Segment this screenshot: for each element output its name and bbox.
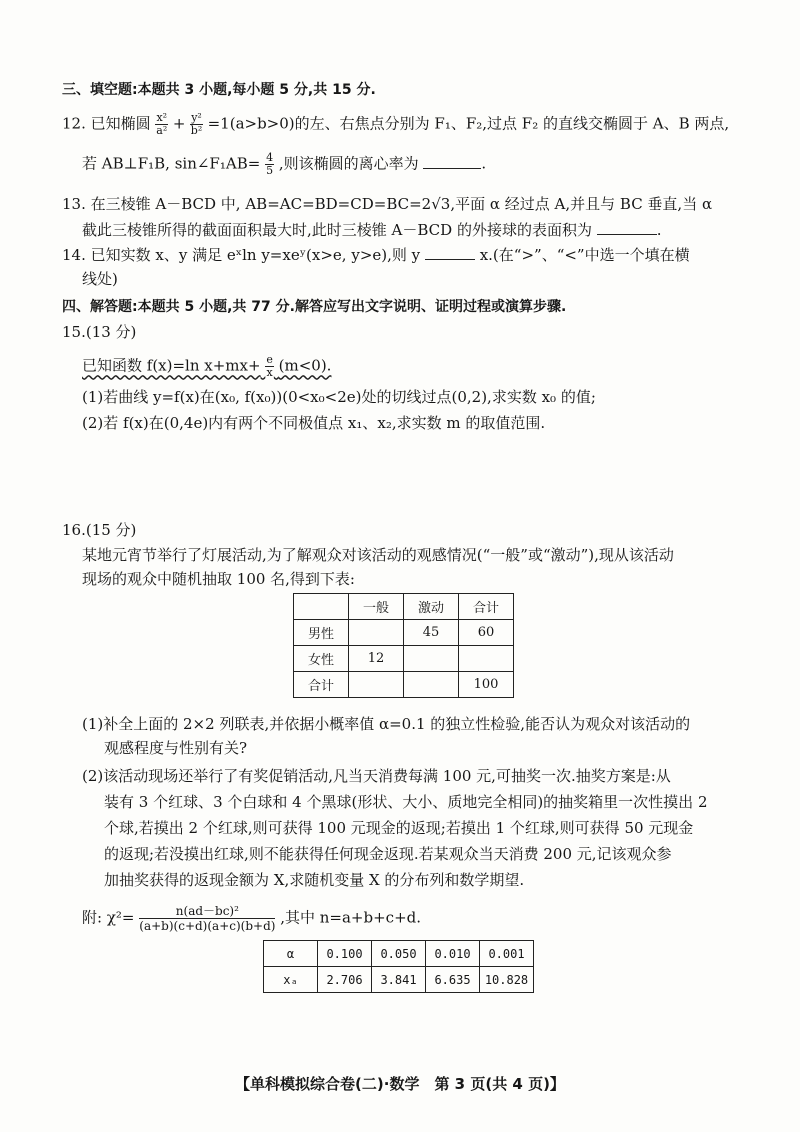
question-13-line-1: 13. 在三棱锥 A－BCD 中, AB=AC=BD=CD=BC=2√3,平面 α 经过点 A,并且与 BC 垂直,当 α: [62, 195, 713, 213]
question-15-head: 15.(13 分): [62, 323, 137, 341]
table-row: 合计 100: [294, 672, 514, 698]
question-15-part-2: (2)若 f(x)在(0,4e)内有两个不同极值点 x₁、x₂,求实数 m 的取值范围.: [82, 414, 546, 432]
answer-blank-14[interactable]: [425, 244, 475, 260]
question-16-head: 16.(15 分): [62, 521, 137, 539]
question-16-part-2-line-1: (2)该活动现场还举行了有奖促销活动,凡当天消费每满 100 元,可抽奖一次.抽奖方案是:从: [82, 767, 671, 785]
fraction-x2-a2: $\frac{\text{x²}}{\text{a²}}$: [156, 111, 168, 137]
table-row: xₐ 2.706 3.841 6.635 10.828: [264, 967, 534, 993]
answer-blank-12[interactable]: [423, 153, 481, 169]
fraction-e-x: $\frac{e}{x}$: [266, 353, 273, 379]
question-12-line-1: 12. 已知椭圆 $\frac{\text{x²}}{\text{a²}}$ + $\frac{\text{y²}}{\text{b²}}$ =1(a>b>0)的左、右焦点分别为 F₁、F₂,过点 F₂ 的直线交椭圆于 A、B 两点,: [62, 111, 730, 137]
table-row: 女性 12: [294, 646, 514, 672]
question-12-line-2: 若 AB⊥F₁B, sin∠F₁AB= $\frac{4}{5}$ ,则该椭圆的离心率为 .: [82, 151, 487, 177]
fraction-4-5: $\frac{4}{5}$: [266, 151, 274, 177]
section-3-title: 三、填空题:本题共 3 小题,每小题 5 分,共 15 分.: [62, 82, 376, 98]
question-16-intro-2: 现场的观众中随机抽取 100 名,得到下表:: [82, 570, 355, 588]
fraction-y2-b2: $\frac{\text{y²}}{\text{b²}}$: [190, 111, 203, 137]
question-16-part-2-line-5: 加抽奖获得的返现金额为 X,求随机变量 X 的分布列和数学期望.: [104, 871, 525, 889]
question-16-part-2-line-2: 装有 3 个红球、3 个白球和 4 个黑球(形状、大小、质地完全相同)的抽奖箱里一次性摸出 2: [104, 793, 708, 811]
table-header-row: 一般 激动 合计: [294, 594, 514, 620]
chi-square-fraction: $\frac{\text{n(ad－bc)²}}{(a+b)(c+d)(a+c)(b+d)}$: [139, 904, 276, 933]
question-14-line-2: 线处): [82, 270, 118, 288]
question-14-line-1: 14. 已知实数 x、y 满足 eˣln y=xeʸ(x>e, y>e),则 y x.(在“>”、“<”中选一个填在横: [62, 246, 690, 264]
chi-square-formula: 附: χ²= $\frac{\text{n(ad－bc)²}}{(a+b)(c+d)(a+c)(b+d)}$ ,其中 n=a+b+c+d.: [82, 904, 422, 933]
question-13-line-2: 截此三棱锥所得的截面面积最大时,此时三棱锥 A－BCD 的外接球的表面积为 .: [82, 221, 662, 239]
question-15-part-1: (1)若曲线 y=f(x)在(x₀, f(x₀))(0<x₀<2e)处的切线过点(0,2),求实数 x₀ 的值;: [82, 388, 596, 406]
contingency-table: [293, 593, 514, 698]
critical-value-table: [263, 940, 534, 993]
table-row: 男性 45 60: [294, 620, 514, 646]
question-16-part-2-line-4: 的返现;若没摸出红球,则不能获得任何现金返现.若某观众当天消费 200 元,记该观众参: [104, 845, 672, 863]
question-16-part-1-line-1: (1)补全上面的 2×2 列联表,并依据小概率值 α=0.1 的独立性检验,能否认为观众对该活动的: [82, 715, 691, 733]
answer-blank-13[interactable]: [597, 219, 657, 235]
question-16-part-1-line-2: 观感程度与性别有关?: [104, 739, 248, 757]
question-15-intro: 已知函数 f(x)=ln x+mx+ $\frac{e}{x}$ (m<0).: [82, 353, 332, 379]
section-4-title: 四、解答题:本题共 5 小题,共 77 分.解答应写出文字说明、证明过程或演算步骤.: [62, 299, 567, 315]
page-footer: 【单科模拟综合卷(二)·数学 第 3 页(共 4 页)】: [235, 1075, 565, 1093]
question-16-intro-1: 某地元宵节举行了灯展活动,为了解观众对该活动的观感情况(“一般”或“激动”),现从该活动: [82, 546, 674, 564]
question-16-part-2-line-3: 个球,若摸出 2 个红球,则可获得 100 元现金的返现;若摸出 1 个红球,则可获得 50 元现金: [104, 819, 694, 837]
table-row: α 0.100 0.050 0.010 0.001: [264, 941, 534, 967]
